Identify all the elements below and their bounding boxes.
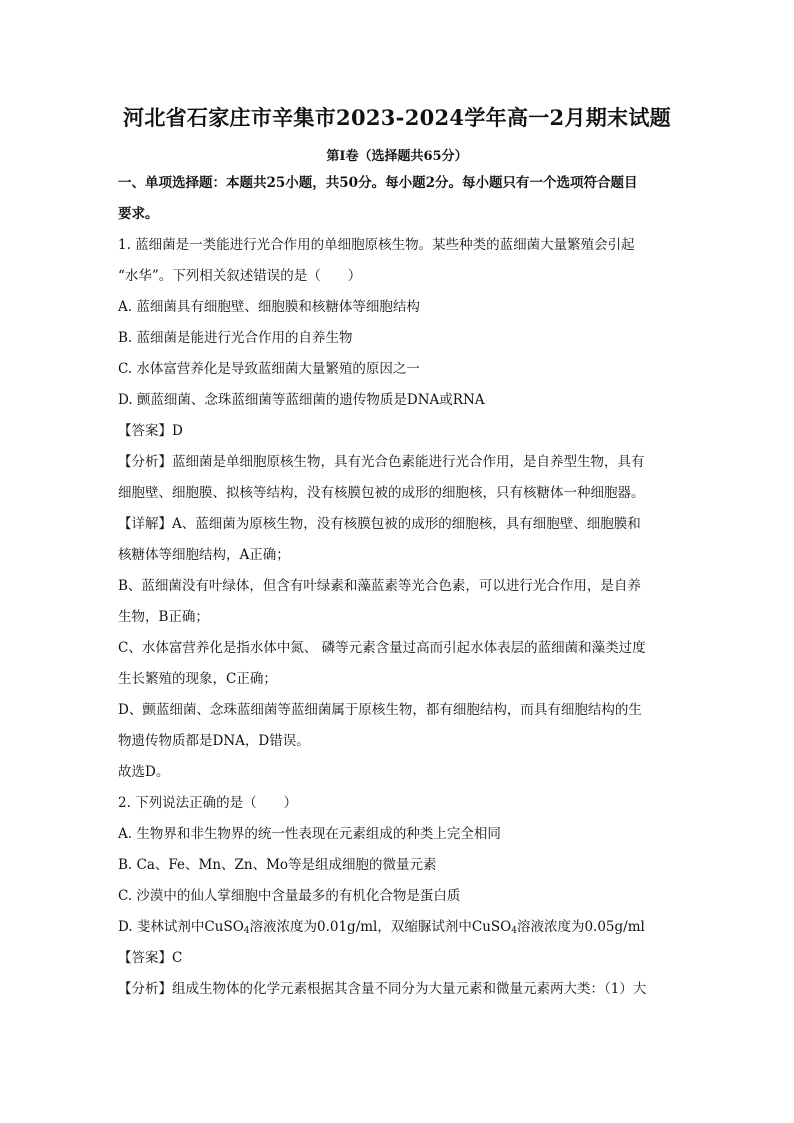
q1-detail-line3: B、蓝细菌没有叶绿体，但含有叶绿素和藻蓝素等光合色素，可以进行光合作用，是自养 — [118, 578, 641, 594]
q2-answer: 【答案】C — [118, 950, 183, 966]
q2-option-a: A. 生物界和非生物界的统一性表现在元素组成的种类上完全相同 — [118, 826, 501, 842]
q2-option-b: B. Ca、Fe、Mn、Zn、Mo等是组成细胞的微量元素 — [118, 857, 437, 873]
q1-option-c: C. 水体富营养化是导致蓝细菌大量繁殖的原因之一 — [118, 361, 420, 377]
q1-analysis-line2: 细胞壁、细胞膜、拟核等结构，没有核膜包被的成形的细胞核，只有核糖体一种细胞器。 — [118, 485, 645, 501]
q2-option-d-part1: D. 斐林试剂中CuSO — [118, 919, 244, 935]
q1-option-b: B. 蓝细菌是能进行光合作用的自养生物 — [118, 330, 353, 346]
q1-detail-line1: 【详解】A、蓝细菌为原核生物，没有核膜包被的成形的细胞核，具有细胞壁、细胞膜和 — [118, 516, 641, 532]
section-heading-line1: 一、单项选择题：本题共25小题，共50分。每小题2分。每小题只有一个选项符合题目 — [118, 175, 638, 191]
q1-detail-line8: 物遗传物质都是DNA，D错误。 — [118, 733, 310, 749]
q2-option-d — [118, 912, 678, 943]
q1-option-d: D. 颤蓝细菌、念珠蓝细菌等蓝细菌的遗传物质是DNA或RNA — [118, 392, 485, 408]
q1-conclusion: 故选D。 — [118, 764, 170, 780]
q2-stem: 2. 下列说法正确的是（ ） — [118, 795, 298, 811]
document-body — [118, 168, 678, 1005]
q2-option-c: C. 沙漠中的仙人掌细胞中含量最多的有机化合物是蛋白质 — [118, 888, 461, 904]
q1-analysis-line1: 【分析】蓝细菌是单细胞原核生物，具有光合色素能进行光合作用，是自养型生物，具有 — [118, 454, 645, 470]
q1-detail-line6: 生长繁殖的现象，C正确； — [118, 671, 277, 687]
q1-stem-line1: 1. 蓝细菌是一类能进行光合作用的单细胞原核生物。某些种类的蓝细菌大量繁殖会引起 — [118, 237, 635, 253]
q1-stem-line2: “水华”。下列相关叙述错误的是（ ） — [118, 268, 362, 284]
q1-option-a: A. 蓝细菌具有细胞壁、细胞膜和核糖体等细胞结构 — [118, 299, 420, 315]
q2-option-d-subscript2: 4 — [511, 926, 517, 936]
section-subtitle: 第I卷（选择题共65分） — [326, 149, 468, 164]
q1-detail-line7: D、颤蓝细菌、念珠蓝细菌等蓝细菌属于原核生物，都有细胞结构，而具有细胞结构的生 — [118, 702, 642, 718]
q2-analysis-line1: 【分析】组成生物体的化学元素根据其含量不同分为大量元素和微量元素两大类：（1）大 — [118, 981, 647, 997]
section-heading-line2: 要求。 — [118, 206, 159, 222]
q2-option-d-part2: 溶液浓度为0.01g/ml，双缩脲试剂中CuSO — [249, 919, 512, 935]
q1-detail-line4: 生物，B正确； — [118, 609, 209, 625]
q2-option-d-subscript1: 4 — [243, 926, 250, 936]
q2-option-d-part3: 溶液浓度为0.05g/ml — [516, 919, 645, 935]
q1-detail-line2: 核糖体等细胞结构，A正确； — [118, 547, 290, 563]
q1-detail-line5: C、水体富营养化是指水体中氮、 磷等元素含量过高而引起水体表层的蓝细菌和藻类过度 — [118, 640, 646, 656]
page-title: 河北省石家庄市辛集市2023-2024学年高一2月期末试题 — [123, 105, 671, 130]
q1-answer: 【答案】D — [118, 423, 183, 439]
